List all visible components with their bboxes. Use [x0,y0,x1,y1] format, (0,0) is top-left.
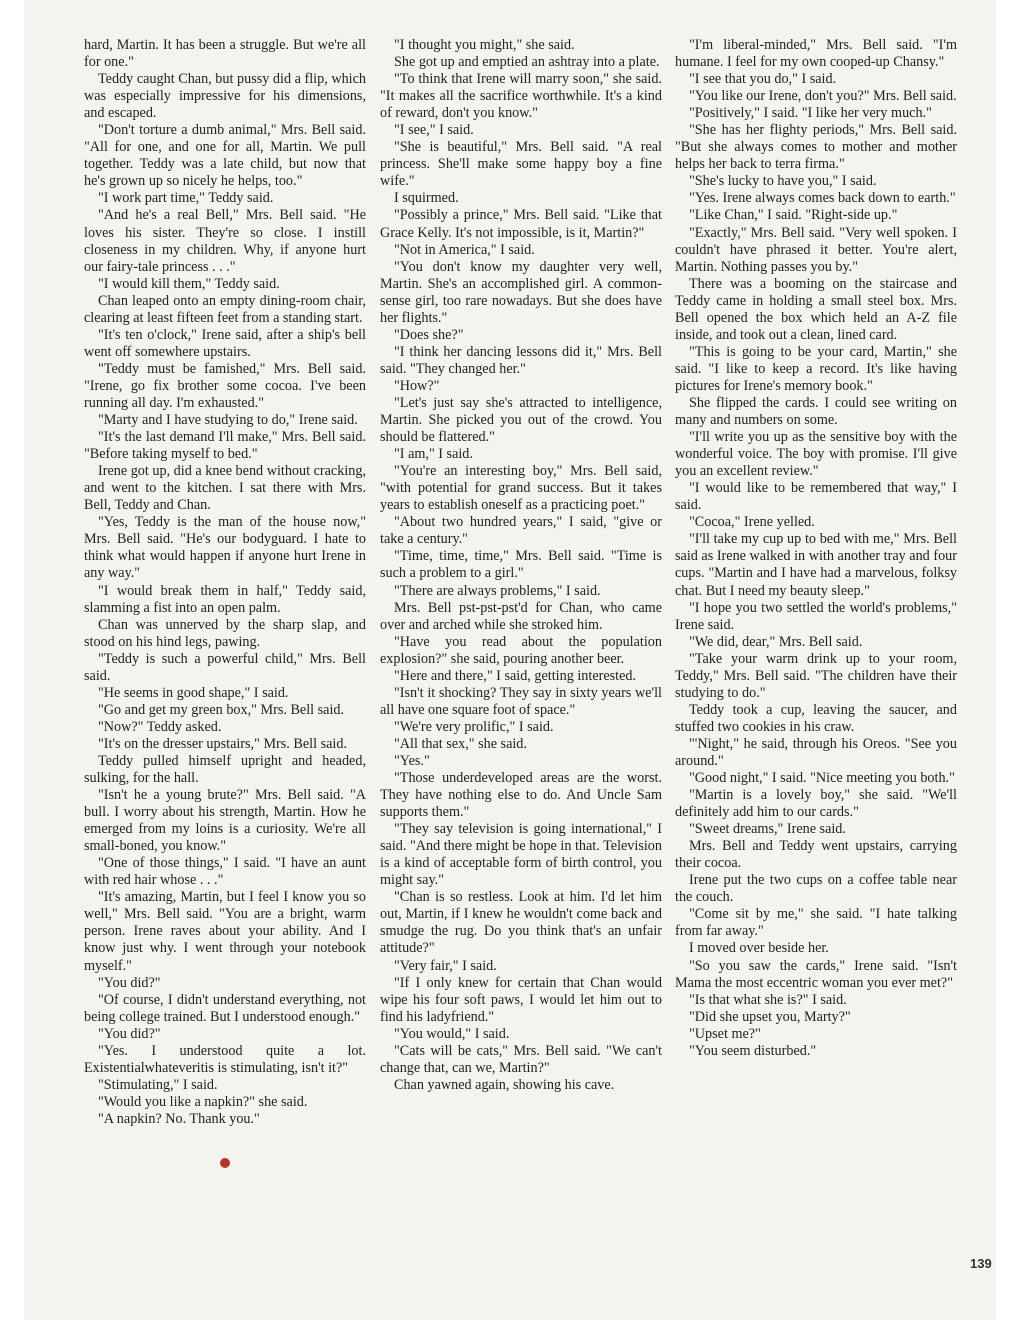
text-column-3 [675,37,957,1060]
paragraph: "Isn't it shocking? They say in sixty years we'll all have one square foot of space." [380,684,662,718]
paragraph: I squirmed. [394,190,459,207]
paragraph: "Does she?" [394,326,464,343]
paragraph: "Yes, Teddy is the man of the house now," Mrs. Bell said. "He's our bodyguard. I hate to think what would happen if anyone hurt Irene in any way." [84,514,366,582]
paragraph: Chan leaped onto an empty dining-room chair, clearing at least fifteen feet from a standing start. [84,292,366,326]
paragraph: "Teddy must be famished," Mrs. Bell said. "Irene, go fix brother some cocoa. I've been running all day. I'm exhausted." [84,360,366,411]
paragraph: Teddy pulled himself upright and headed, sulking, for the hall. [84,752,366,787]
paragraph: "Martin is a lovely boy," she said. "We'll definitely add him to our cards." [675,787,957,821]
paragraph: There was a booming on the staircase and Teddy came in holding a small steel box. Mrs. Bell opened the box which held an A-Z file inside, and took out a clean, lined card. [675,275,957,343]
paragraph: "About two hundred years," I said, "give or take a century." [380,514,662,548]
red-ink-mark [220,1158,230,1168]
paragraph: "Not in America," I said. [394,241,535,258]
paragraph: "She has her flighty periods," Mrs. Bell said. "But she always comes to mother and mother helps her back to terra firma." [675,122,957,173]
paragraph: "Of course, I didn't understand everything, not being college trained. But I understood enough." [84,991,366,1025]
paragraph: "It's on the dresser upstairs," Mrs. Bell said. [98,735,347,752]
paragraph: "Possibly a prince," Mrs. Bell said. "Like that Grace Kelly. It's not impossible, is it, Martin?" [380,207,662,241]
paragraph: Teddy took a cup, leaving the saucer, and stuffed two cookies in his craw. [675,701,957,735]
paragraph: Chan yawned again, showing his cave. [394,1076,615,1093]
paragraph: "One of those things," I said. "I have an aunt with red hair whose . . ." [84,855,366,889]
paragraph: "I would kill them," Teddy said. [98,275,280,292]
paragraph: "I think her dancing lessons did it," Mrs. Bell said. "They changed her." [380,343,662,377]
text-column-1 [84,37,366,1128]
paragraph: "You're an interesting boy," Mrs. Bell said, "with potential for grand success. But it takes years to establish oneself as a practicing poet." [380,463,662,514]
paragraph: "Marty and I have studying to do," Irene said. [98,412,358,429]
paragraph: "Time, time, time," Mrs. Bell said. "Time is such a problem to a girl." [380,548,662,582]
paragraph: "I thought you might," she said. [394,37,575,53]
paragraph: "They say television is going international," I said. "And there might be hope in that. Television is a kind of acceptable form of birth control, you might say." [380,821,662,889]
paragraph: "Don't torture a dumb animal," Mrs. Bell said. "All for one, and one for all, Martin. We pull together. Teddy was a late child, but now that he's grown up so nicely he helps, too." [84,122,366,190]
paragraph: "Teddy is such a powerful child," Mrs. Bell said. [84,650,366,684]
paragraph: "We're very prolific," I said. [394,718,554,735]
paragraph: "Take your warm drink up to your room, Teddy," Mrs. Bell said. "The children have their studying to do." [675,650,957,701]
paragraph: She got up and emptied an ashtray into a plate. [394,54,660,71]
paragraph: "Now?" Teddy asked. [98,718,222,735]
paragraph: "Isn't he a young brute?" Mrs. Bell said. "A bull. I worry about his strength, Martin. How he emerged from my loins is a curiosity. We're all small-boned, you know." [84,787,366,855]
paragraph: "It's ten o'clock," Irene said, after a ship's bell went off somewhere upstairs. [84,326,366,360]
paragraph: "I work part time," Teddy said. [98,190,274,207]
paragraph: "I am," I said. [394,446,473,463]
paragraph: "If I only knew for certain that Chan would wipe his four soft paws, I would let him out to find his ladyfriend." [380,974,662,1025]
paragraph: "Good night," I said. "Nice meeting you both." [689,770,955,787]
paragraph: "Positively," I said. "I like her very much." [689,105,932,122]
paragraph: "Very fair," I said. [394,957,497,974]
paragraph: "Sweet dreams," Irene said. [689,821,846,838]
paragraph: "All that sex," she said. [394,735,527,752]
paragraph: "I'll write you up as the sensitive boy with the wonderful voice. The boy with promise. I'll give you an excellent review." [675,429,957,480]
paragraph: "A napkin? No. Thank you." [98,1110,260,1127]
paragraph: "It's the last demand I'll make," Mrs. Bell said. "Before taking myself to bed." [84,429,366,463]
paragraph: "How?" [394,377,440,394]
paragraph: "Would you like a napkin?" she said. [98,1093,308,1110]
paragraph: "Go and get my green box," Mrs. Bell said. [98,701,345,718]
paragraph: "Chan is so restless. Look at him. I'd let him out, Martin, if I knew he wouldn't come back and smudge the rug. Do you think that's an unfair attitude?" [380,889,662,957]
paragraph: She flipped the cards. I could see writing on many and numbers on some. [675,394,957,429]
paragraph: "Those underdeveloped areas are the worst. They have nothing else to do. And Uncle Sam supports them." [380,770,662,821]
paragraph: Chan was unnerved by the sharp slap, and stood on his hind legs, pawing. [84,616,366,650]
paragraph: Mrs. Bell pst-pst-pst'd for Chan, who came over and arched while she stroked him. [380,599,662,633]
paragraph: "Like Chan," I said. "Right-side up." [689,207,898,224]
paragraph: "You don't know my daughter very well, Martin. She's an accomplished girl. A common-sense girl, too rare nowadays. But she does have her flights." [380,258,662,326]
paragraph: "Come sit by me," she said. "I hate talking from far away." [675,906,957,940]
paragraph: "I would like to be remembered that way," I said. [675,480,957,514]
paragraph: "We did, dear," Mrs. Bell said. [689,633,863,650]
paragraph: "I'm liberal-minded," Mrs. Bell said. "I'm humane. I feel for my own cooped-up Chansy." [675,37,957,71]
paragraph: "This is going to be your card, Martin," she said. "I like to keep a record. It's like having pictures for Irene's memory book." [675,343,957,394]
paragraph: "You would," I said. [394,1025,510,1042]
paragraph: "Is that what she is?" I said. [689,991,847,1008]
paragraph: "Exactly," Mrs. Bell said. "Very well spoken. I couldn't have phrased it better. You're alert, Martin. Nothing passes you by." [675,224,957,275]
paragraph: "There are always problems," I said. [394,582,601,599]
paragraph: "To think that Irene will marry soon," she said. "It makes all the sacrifice worthwhile. It's a kind of reward, don't you know." [380,71,662,122]
paragraph: "Yes. I understood quite a lot. Existentialwhateveritis is stimulating, isn't it?" [84,1042,366,1076]
paragraph: "She's lucky to have you," I said. [689,173,877,190]
paragraph: "Cocoa," Irene yelled. [689,514,815,531]
paragraph: "Yes. Irene always comes back down to earth." [689,190,956,207]
paragraph: "I see," I said. [394,122,474,139]
paragraph: "And he's a real Bell," Mrs. Bell said. "He loves his sister. They're so close. I instill closeness in my children. Why, if anyone hurt our fairy-tale princess . . ." [84,207,366,275]
paragraph: "I would break them in half," Teddy said, slamming a fist into an open palm. [84,582,366,616]
paragraph: "You did?" [98,1025,161,1042]
paragraph: "He seems in good shape," I said. [98,684,289,701]
paragraph: "You like our Irene, don't you?" Mrs. Bell said. [689,88,957,105]
paragraph: "Did she upset you, Marty?" [689,1008,851,1025]
paragraph: "'Night," he said, through his Oreos. "See you around." [675,735,957,769]
paragraph: I moved over beside her. [689,940,829,957]
paragraph: "Have you read about the population explosion?" she said, pouring another beer. [380,633,662,667]
paragraph: "It's amazing, Martin, but I feel I know you so well," Mrs. Bell said. "You are a bright, warm person. Irene raves about your ability. And I know just why. I went through your notebook myself." [84,889,366,974]
paragraph: Teddy caught Chan, but pussy did a flip, which was especially impressive for his dimensions, and escaped. [84,71,366,122]
paragraph: Mrs. Bell and Teddy went upstairs, carrying their cocoa. [675,838,957,872]
paragraph: "She is beautiful," Mrs. Bell said. "A real princess. She'll make some happy boy a fine wife." [380,139,662,190]
paragraph: "I see that you do," I said. [689,71,837,88]
paragraph: Irene got up, did a knee bend without cracking, and went to the kitchen. I sat there with Mrs. Bell, Teddy and Chan. [84,463,366,514]
page-number: 139 [970,1256,992,1271]
paragraph: hard, Martin. It has been a struggle. But we're all for one." [84,37,366,71]
paragraph: "Stimulating," I said. [98,1076,218,1093]
paragraph: "Upset me?" [689,1025,761,1042]
paragraph: "Yes." [394,752,430,769]
paragraph: "Let's just say she's attracted to intelligence, Martin. She picked you out of the crowd. You should be flattered." [380,394,662,446]
paragraph: "So you saw the cards," Irene said. "Isn't Mama the most eccentric woman you ever met?" [675,957,957,991]
paragraph: "Here and there," I said, getting interested. [394,667,637,684]
paragraph: "I hope you two settled the world's problems," Irene said. [675,599,957,633]
magazine-page [24,0,996,1320]
paragraph: "You did?" [98,974,161,991]
text-column-2 [380,37,662,1094]
paragraph: Irene put the two cups on a coffee table near the couch. [675,872,957,906]
paragraph: "You seem disturbed." [689,1042,817,1059]
paragraph: "I'll take my cup up to bed with me," Mrs. Bell said as Irene walked in with another tray and four cups. "Martin and I have had a marvelous, folksy chat. But I need my beauty sleep." [675,531,957,599]
paragraph: "Cats will be cats," Mrs. Bell said. "We can't change that, can we, Martin?" [380,1042,662,1076]
